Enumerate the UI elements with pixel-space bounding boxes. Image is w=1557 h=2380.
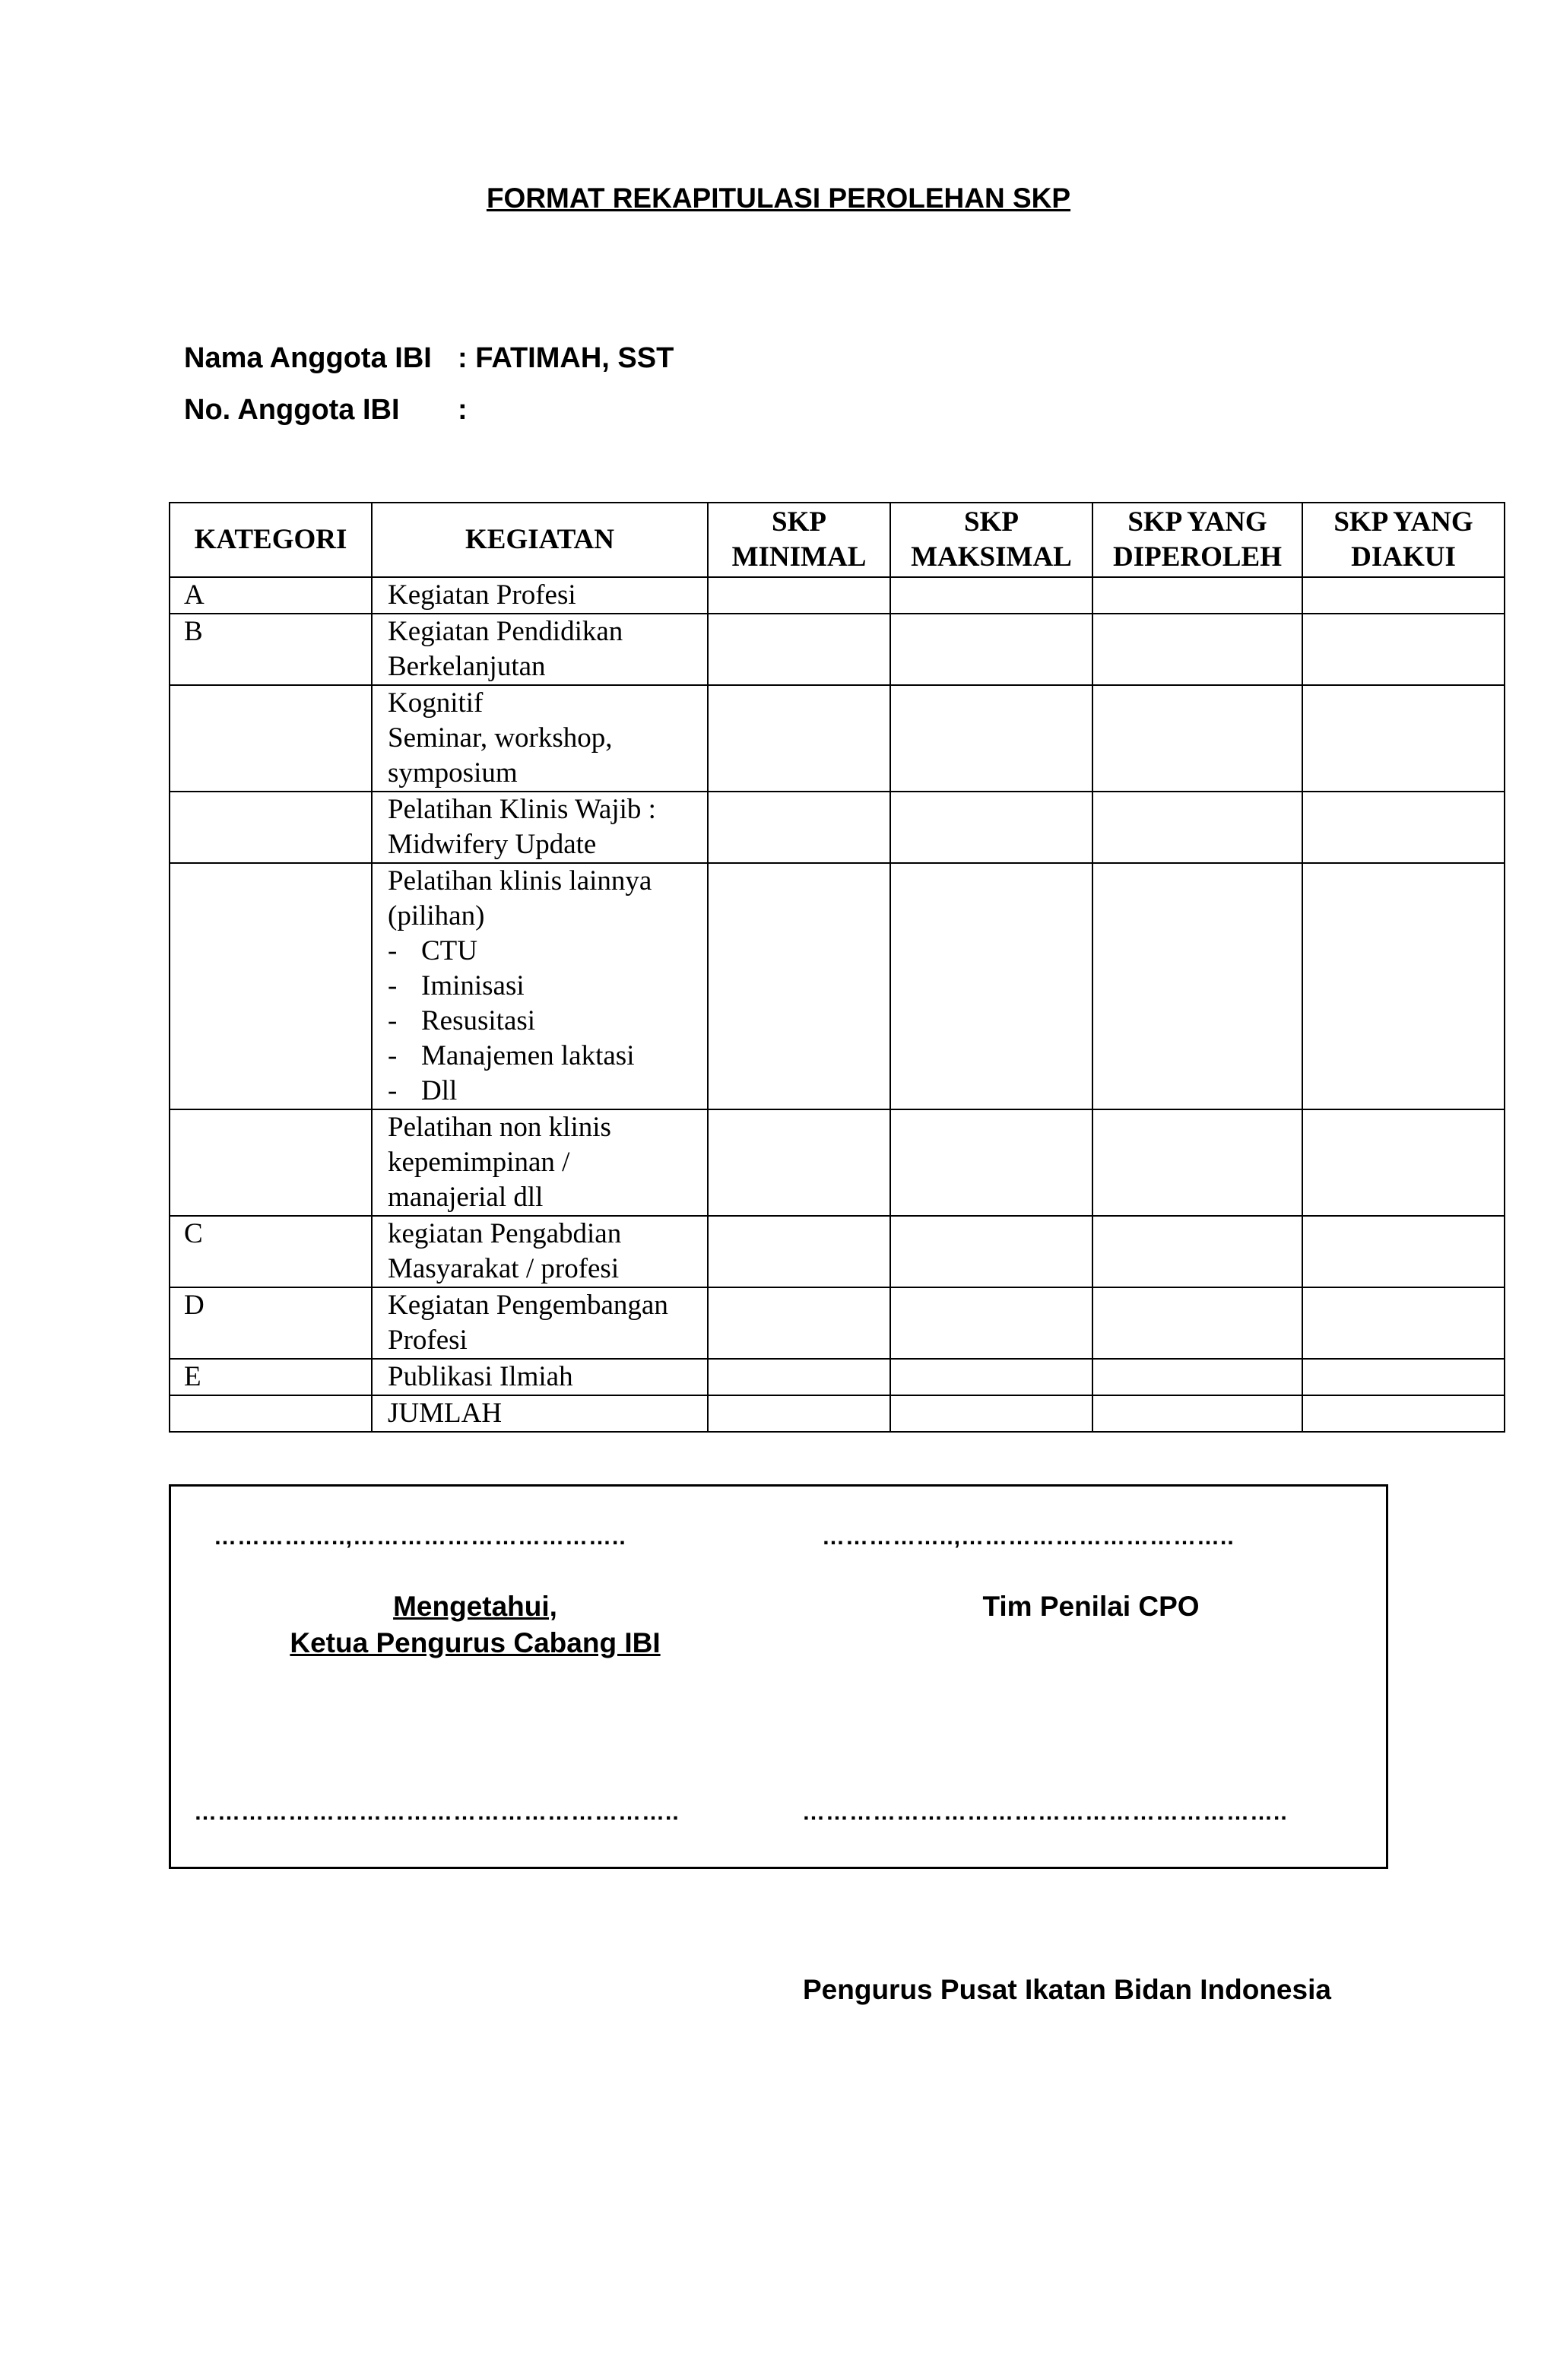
kegiatan-line: Masyarakat / profesi bbox=[388, 1253, 620, 1284]
kegiatan-list-item: - Dll bbox=[388, 1075, 458, 1106]
skp-diakui-cell bbox=[1302, 863, 1505, 1109]
skp-minimal-cell bbox=[708, 577, 890, 614]
member-number-value: : bbox=[458, 394, 468, 426]
footer-organization: Pengurus Pusat Ikatan Bidan Indonesia bbox=[803, 1974, 1331, 2005]
skp-maksimal-cell bbox=[890, 1395, 1092, 1432]
skp-diakui-cell bbox=[1302, 1216, 1505, 1287]
kegiatan-line: symposium bbox=[388, 757, 518, 789]
kegiatan-cell bbox=[372, 1359, 708, 1395]
document-title: FORMAT REKAPITULASI PEROLEHAN SKP bbox=[486, 182, 1071, 214]
skp-minimal-cell bbox=[708, 792, 890, 863]
skp-minimal-cell bbox=[708, 1287, 890, 1359]
header-skp-diakui: SKP YANG DIAKUI bbox=[1302, 503, 1505, 577]
kategori-cell: B bbox=[170, 614, 372, 685]
kategori-cell: C bbox=[170, 1216, 372, 1287]
table-row bbox=[170, 792, 1505, 863]
skp-maksimal-cell bbox=[890, 577, 1092, 614]
kegiatan-line: Pelatihan non klinis bbox=[388, 1112, 611, 1143]
skp-diperoleh-cell bbox=[1092, 685, 1302, 792]
header-kegiatan: KEGIATAN bbox=[372, 503, 708, 577]
kegiatan-line: Publikasi Ilmiah bbox=[388, 1361, 573, 1392]
table-header-row bbox=[170, 503, 1505, 577]
table-row bbox=[170, 1359, 1505, 1395]
table-row bbox=[170, 1287, 1505, 1359]
kegiatan-cell bbox=[372, 1216, 708, 1287]
signature-line-right: …………………………………………………….. bbox=[802, 1800, 1288, 1825]
kegiatan-list-item: - Iminisasi bbox=[388, 970, 525, 1001]
kegiatan-line: kepemimpinan / bbox=[388, 1147, 570, 1178]
kategori-cell bbox=[170, 685, 372, 792]
kegiatan-list-item: - Manajemen laktasi bbox=[388, 1040, 635, 1071]
skp-diakui-cell bbox=[1302, 1109, 1505, 1216]
skp-minimal-cell bbox=[708, 685, 890, 792]
kegiatan-cell bbox=[372, 685, 708, 792]
table-row bbox=[170, 685, 1505, 792]
skp-diakui-cell bbox=[1302, 1359, 1505, 1395]
skp-diakui-cell bbox=[1302, 577, 1505, 614]
kegiatan-line: Berkelanjutan bbox=[388, 651, 546, 682]
kategori-cell: D bbox=[170, 1287, 372, 1359]
kategori-cell bbox=[170, 1109, 372, 1216]
kegiatan-line: Kegiatan Pengembangan bbox=[388, 1290, 668, 1321]
kategori-cell: E bbox=[170, 1359, 372, 1395]
skp-diperoleh-cell bbox=[1092, 863, 1302, 1109]
kegiatan-line: JUMLAH bbox=[388, 1398, 503, 1429]
skp-minimal-cell bbox=[708, 1359, 890, 1395]
signature-line-left: …………………………………………………….. bbox=[194, 1800, 680, 1825]
skp-diperoleh-cell bbox=[1092, 1359, 1302, 1395]
kegiatan-line: Seminar, workshop, bbox=[388, 722, 613, 754]
member-name-label: Nama Anggota IBI bbox=[184, 342, 432, 374]
skp-diperoleh-cell bbox=[1092, 1287, 1302, 1359]
skp-diakui-cell bbox=[1302, 685, 1505, 792]
header-kategori: KATEGORI bbox=[170, 503, 372, 577]
kategori-cell bbox=[170, 792, 372, 863]
member-name-value: : FATIMAH, SST bbox=[458, 342, 674, 374]
assessor-team-label: Tim Penilai CPO bbox=[982, 1591, 1200, 1622]
member-name-row bbox=[184, 342, 674, 375]
skp-diperoleh-cell bbox=[1092, 577, 1302, 614]
skp-diperoleh-cell bbox=[1092, 614, 1302, 685]
kegiatan-line: Midwifery Update bbox=[388, 829, 597, 860]
skp-minimal-cell bbox=[708, 614, 890, 685]
place-date-left: ……………..,…………………………….. bbox=[214, 1525, 626, 1550]
kegiatan-line: Kegiatan Pendidikan bbox=[388, 616, 623, 647]
skp-minimal-cell bbox=[708, 863, 890, 1109]
kegiatan-line: Pelatihan klinis lainnya bbox=[388, 865, 652, 896]
table-row bbox=[170, 1395, 1505, 1432]
header-skp-diperoleh: SKP YANG DIPEROLEH bbox=[1092, 503, 1302, 577]
skp-diperoleh-cell bbox=[1092, 1395, 1302, 1432]
skp-diperoleh-cell bbox=[1092, 792, 1302, 863]
kegiatan-cell bbox=[372, 614, 708, 685]
kegiatan-line: Kegiatan Profesi bbox=[388, 579, 576, 611]
table-row bbox=[170, 1216, 1505, 1287]
table-body bbox=[170, 577, 1505, 1432]
skp-maksimal-cell bbox=[890, 1109, 1092, 1216]
signature-box bbox=[169, 1484, 1388, 1869]
skp-minimal-cell bbox=[708, 1216, 890, 1287]
skp-maksimal-cell bbox=[890, 614, 1092, 685]
acknowledgement-block bbox=[194, 1588, 756, 1661]
kategori-cell: A bbox=[170, 577, 372, 614]
kegiatan-list-item: - CTU bbox=[388, 935, 477, 966]
member-number-row bbox=[184, 394, 468, 427]
table-row bbox=[170, 614, 1505, 685]
skp-maksimal-cell bbox=[890, 792, 1092, 863]
kegiatan-cell bbox=[372, 863, 708, 1109]
kegiatan-line: Pelatihan Klinis Wajib : bbox=[388, 794, 656, 825]
kegiatan-line: Profesi bbox=[388, 1325, 468, 1356]
skp-diperoleh-cell bbox=[1092, 1216, 1302, 1287]
table-row bbox=[170, 1109, 1505, 1216]
kegiatan-cell bbox=[372, 1395, 708, 1432]
skp-maksimal-cell bbox=[890, 1359, 1092, 1395]
skp-maksimal-cell bbox=[890, 1216, 1092, 1287]
kegiatan-cell bbox=[372, 577, 708, 614]
skp-minimal-cell bbox=[708, 1395, 890, 1432]
kategori-cell bbox=[170, 1395, 372, 1432]
kategori-cell bbox=[170, 863, 372, 1109]
acknowledgement-label: Mengetahui, bbox=[393, 1591, 557, 1622]
kegiatan-line: manajerial dll bbox=[388, 1182, 544, 1213]
skp-diperoleh-cell bbox=[1092, 1109, 1302, 1216]
kegiatan-line: kegiatan Pengabdian bbox=[388, 1218, 622, 1249]
table-row bbox=[170, 577, 1505, 614]
kegiatan-line: (pilihan) bbox=[388, 900, 485, 931]
header-skp-maksimal: SKP MAKSIMAL bbox=[890, 503, 1092, 577]
skp-recap-table bbox=[169, 502, 1505, 1433]
branch-chair-label: Ketua Pengurus Cabang IBI bbox=[290, 1627, 661, 1658]
header-skp-minimal: SKP MINIMAL bbox=[708, 503, 890, 577]
table-row bbox=[170, 863, 1505, 1109]
place-date-right: ……………..,…………………………….. bbox=[822, 1525, 1235, 1550]
skp-maksimal-cell bbox=[890, 1287, 1092, 1359]
skp-diakui-cell bbox=[1302, 1395, 1505, 1432]
skp-diakui-cell bbox=[1302, 792, 1505, 863]
skp-maksimal-cell bbox=[890, 863, 1092, 1109]
skp-minimal-cell bbox=[708, 1109, 890, 1216]
kegiatan-cell bbox=[372, 1109, 708, 1216]
kegiatan-list-item: - Resusitasi bbox=[388, 1005, 536, 1036]
kegiatan-cell bbox=[372, 1287, 708, 1359]
kegiatan-cell bbox=[372, 792, 708, 863]
skp-maksimal-cell bbox=[890, 685, 1092, 792]
member-number-label: No. Anggota IBI bbox=[184, 394, 400, 426]
skp-diakui-cell bbox=[1302, 614, 1505, 685]
skp-diakui-cell bbox=[1302, 1287, 1505, 1359]
kegiatan-line: Kognitif bbox=[388, 687, 484, 719]
